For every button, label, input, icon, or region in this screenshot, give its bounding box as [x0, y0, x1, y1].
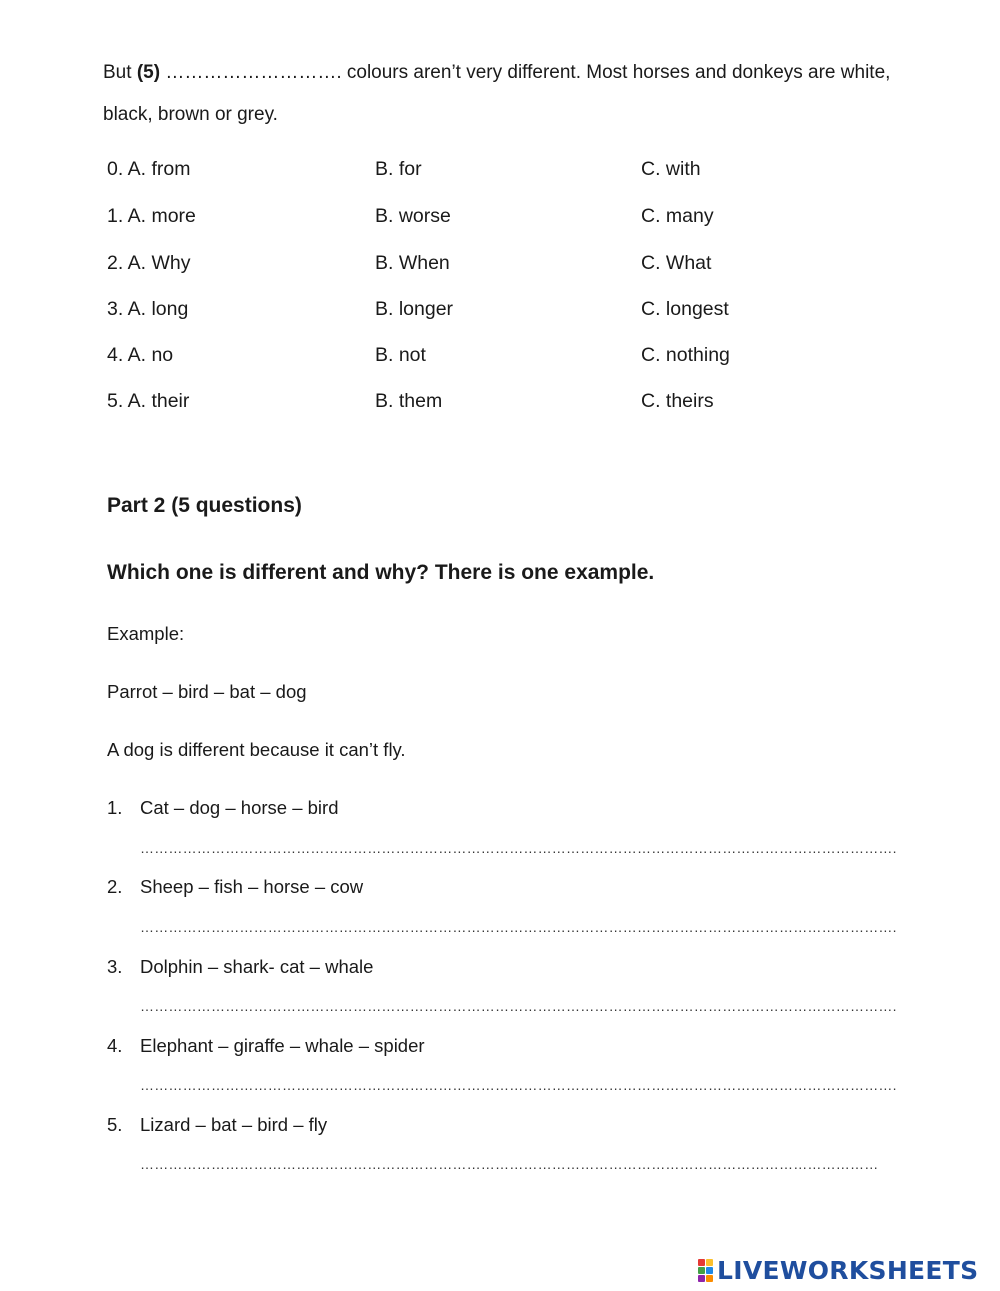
logo-blocks-icon — [698, 1259, 713, 1282]
logo-block — [706, 1275, 713, 1282]
option-2-a: 2. A. Why — [107, 252, 191, 274]
option-1-a: 1. A. more — [107, 205, 196, 227]
question-4-number: 4. — [107, 1035, 123, 1056]
question-4-text: Elephant – giraffe – whale – spider — [140, 1035, 425, 1056]
option-0-b: B. for — [375, 158, 422, 180]
option-0-a: 0. A. from — [107, 158, 191, 180]
question-2-text: Sheep – fish – horse – cow — [140, 876, 364, 897]
question-2-number: 2. — [107, 876, 123, 897]
option-1-c: C. many — [641, 205, 714, 227]
example-words: Parrot – bird – bat – dog — [107, 681, 307, 702]
question-3-number: 3. — [107, 956, 123, 977]
logo-block — [698, 1259, 705, 1266]
intro-rest: ………………………. colours aren’t very different. Most horses and donkeys are white, — [160, 62, 891, 83]
blank-number: (5) — [136, 62, 161, 83]
liveworksheets-logo — [698, 1253, 978, 1287]
option-5-b: B. them — [375, 390, 443, 412]
example-label: Example: — [107, 623, 185, 644]
question-5-number: 5. — [107, 1114, 123, 1135]
option-0-c: C. with — [641, 158, 701, 180]
option-1-b: B. worse — [375, 205, 451, 227]
intro-prefix: But — [103, 62, 137, 83]
part2-instruction: Which one is different and why? There is one example. — [107, 561, 655, 584]
logo-block — [706, 1267, 713, 1274]
question-4-answer-line[interactable]: ……………………………………………………………………………………………………………………………………………. — [140, 1077, 897, 1093]
logo-block — [698, 1267, 705, 1274]
option-5-c: C. theirs — [641, 390, 714, 412]
example-answer: A dog is different because it can’t fly. — [107, 739, 406, 760]
question-5-answer-line[interactable]: ………………………………………………………………………………………………………………………………………… — [140, 1156, 879, 1172]
logo-block — [706, 1259, 713, 1266]
option-3-b: B. longer — [375, 298, 454, 320]
intro-line-2: black, brown or grey. — [103, 104, 278, 125]
option-5-a: 5. A. their — [107, 390, 190, 412]
option-4-b: B. not — [375, 344, 426, 366]
question-3-answer-line[interactable]: ……………………………………………………………………………………………………………………………………………. — [140, 998, 897, 1014]
question-1-number: 1. — [107, 797, 123, 818]
question-5-text: Lizard – bat – bird – fly — [140, 1114, 328, 1135]
question-1-answer-line[interactable]: ……………………………………………………………………………………………………………………………………………. — [140, 840, 897, 856]
question-3-text: Dolphin – shark- cat – whale — [140, 956, 374, 977]
option-4-a: 4. A. no — [107, 344, 174, 366]
question-1-text: Cat – dog – horse – bird — [140, 797, 339, 818]
intro-line-1 — [103, 62, 890, 84]
logo-text: LIVEWORKSHEETS — [717, 1255, 979, 1285]
option-3-a: 3. A. long — [107, 298, 189, 320]
question-2-answer-line[interactable]: ……………………………………………………………………………………………………………………………………………. — [140, 919, 897, 935]
part2-title: Part 2 (5 questions) — [107, 494, 302, 517]
option-4-c: C. nothing — [641, 344, 730, 366]
option-2-b: B. When — [375, 252, 450, 274]
logo-block — [698, 1275, 705, 1282]
option-3-c: C. longest — [641, 298, 729, 320]
option-2-c: C. What — [641, 252, 712, 274]
